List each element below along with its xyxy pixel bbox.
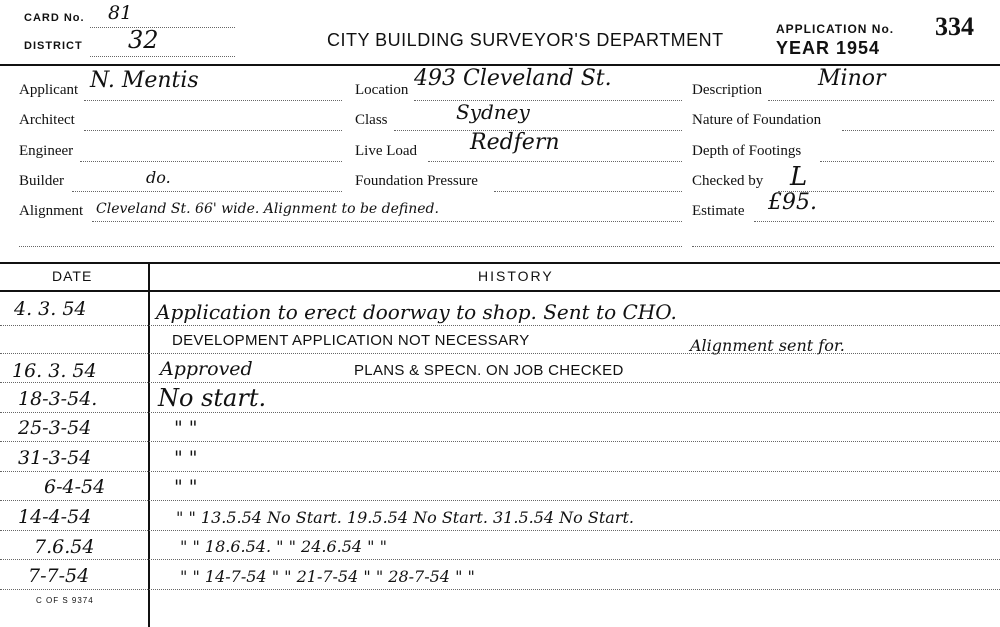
- district-label: DISTRICT: [24, 40, 83, 52]
- applicant-line: [84, 100, 342, 101]
- depth-of-footings-label: Depth of Footings: [692, 143, 802, 159]
- card-no-label: CARD No.: [24, 12, 85, 24]
- depth-line: [820, 161, 994, 162]
- location-value: 493 Cleveland St.: [414, 66, 612, 91]
- engineer-label: Engineer: [19, 143, 74, 159]
- row-3-history: Approved: [160, 358, 253, 380]
- checked-value: L: [790, 162, 808, 192]
- row-8-history: " " 13.5.54 No Start. 19.5.54 No Start. 31.5.54 No Start.: [176, 508, 634, 527]
- live-load-value: Redfern: [470, 130, 560, 155]
- card-no-value: 81: [108, 2, 133, 24]
- estimate-value: £95.: [768, 190, 817, 215]
- description-value: Minor: [818, 66, 886, 91]
- description-label: Description: [692, 82, 762, 98]
- row-rule: [0, 382, 1000, 383]
- builder-label: Builder: [19, 173, 64, 189]
- description-line: [768, 100, 994, 101]
- department-title: CITY BUILDING SURVEYOR'S DEPARTMENT: [327, 30, 724, 50]
- application-no-label: APPLICATION No.: [776, 22, 895, 36]
- estimate-line: [754, 221, 994, 222]
- alignment-line-2: [19, 246, 682, 247]
- foundation-pressure-line: [494, 191, 682, 192]
- location-line: [414, 100, 682, 101]
- row-2-stamp: DEVELOPMENT APPLICATION NOT NECESSARY: [172, 332, 530, 349]
- row-rule: [0, 471, 1000, 472]
- row-rule: [0, 500, 1000, 501]
- architect-line: [84, 130, 342, 131]
- engineer-line: [80, 161, 342, 162]
- date-column-divider: [148, 262, 150, 627]
- checked-by-label: Checked by: [692, 173, 764, 189]
- row-rule: [0, 325, 1000, 326]
- class-label: Class: [355, 112, 388, 128]
- row-4-history: No start.: [158, 384, 267, 412]
- nature-line: [842, 130, 994, 131]
- row-rule: [0, 353, 1000, 354]
- row-5-date: 25-3-54: [18, 417, 92, 439]
- row-7-date: 6-4-54: [44, 476, 106, 498]
- estimate-line-2: [692, 246, 994, 247]
- class-value: Sydney: [456, 100, 530, 124]
- live-load-line: [428, 161, 682, 162]
- applicant-value: N. Mentis: [90, 68, 199, 93]
- row-rule: [0, 530, 1000, 531]
- builder-value: do.: [146, 168, 171, 187]
- row-rule: [0, 441, 1000, 442]
- estimate-label: Estimate: [692, 203, 745, 219]
- row-9-history: " " 18.6.54. " " 24.6.54 " ": [180, 537, 387, 556]
- history-column-header: HISTORY: [478, 268, 554, 284]
- row-6-date: 31-3-54: [18, 447, 92, 469]
- architect-label: Architect: [19, 112, 75, 128]
- row-2-note: Alignment sent for.: [690, 336, 845, 355]
- row-rule: [0, 559, 1000, 560]
- card-no-line: [90, 27, 235, 28]
- row-9-date: 7.6.54: [34, 536, 95, 558]
- district-value: 32: [128, 26, 159, 54]
- row-8-date: 14-4-54: [18, 506, 92, 528]
- district-line: [90, 56, 235, 57]
- builder-line: [72, 191, 342, 192]
- row-10-history: " " 14-7-54 " " 21-7-54 " " 28-7-54 " ": [180, 567, 475, 586]
- application-no-value: 334: [935, 12, 974, 41]
- row-5-history: " ": [174, 417, 198, 439]
- location-label: Location: [355, 82, 409, 98]
- row-7-history: " ": [174, 476, 198, 498]
- table-header-border: [0, 290, 1000, 292]
- row-4-date: 18-3-54.: [18, 388, 98, 410]
- year-label: YEAR 1954: [776, 38, 881, 58]
- row-rule: [0, 412, 1000, 413]
- nature-of-foundation-label: Nature of Foundation: [692, 112, 822, 128]
- applicant-label: Applicant: [19, 82, 79, 98]
- live-load-label: Live Load: [355, 143, 418, 159]
- row-3-stamp: PLANS & SPECN. ON JOB CHECKED: [354, 362, 624, 379]
- date-column-header: DATE: [52, 268, 93, 284]
- row-rule: [0, 589, 1000, 590]
- row-1-date: 4. 3. 54: [14, 298, 87, 320]
- footer-form-code: C OF S 9374: [36, 596, 94, 605]
- foundation-pressure-label: Foundation Pressure: [355, 173, 478, 189]
- row-3-date: 16. 3. 54: [12, 360, 97, 382]
- row-10-date: 7-7-54: [28, 565, 90, 587]
- alignment-label: Alignment: [19, 203, 84, 219]
- table-top-border: [0, 262, 1000, 264]
- alignment-line: [92, 221, 682, 222]
- row-1-history: Application to erect doorway to shop. Sent to CHO.: [156, 300, 677, 324]
- alignment-value: Cleveland St. 66' wide. Alignment to be defined.: [96, 201, 439, 217]
- row-6-history: " ": [174, 447, 198, 469]
